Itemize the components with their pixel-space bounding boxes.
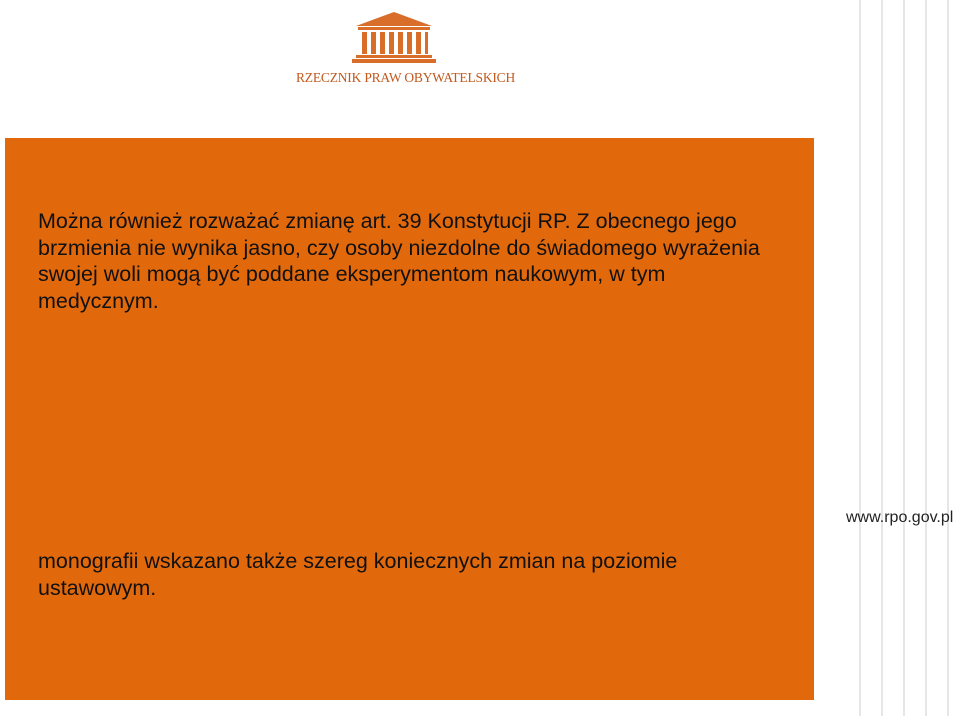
paragraph-monograph: monografii wskazano także szereg koniecznych zmian na poziomie ustawowym. bbox=[38, 549, 678, 600]
website-url: www.rpo.gov.pl bbox=[846, 509, 954, 526]
logo-text: RZECZNIK PRAW OBYWATELSKICH bbox=[296, 70, 516, 85]
building-columns-icon bbox=[346, 10, 442, 66]
content-panel bbox=[5, 138, 814, 700]
paragraph-constitution: Można również rozważać zmianę art. 39 Konstytucji RP. Z obecnego jego brzmienia nie wynika jasno, czy osoby niezdolne do świadomego wyrażenia swojej woli mogą być poddane eksperymentom naukowym, w tym medycznym. bbox=[38, 209, 760, 313]
logo bbox=[296, 10, 516, 90]
decorative-vertical-lines bbox=[840, 0, 960, 716]
